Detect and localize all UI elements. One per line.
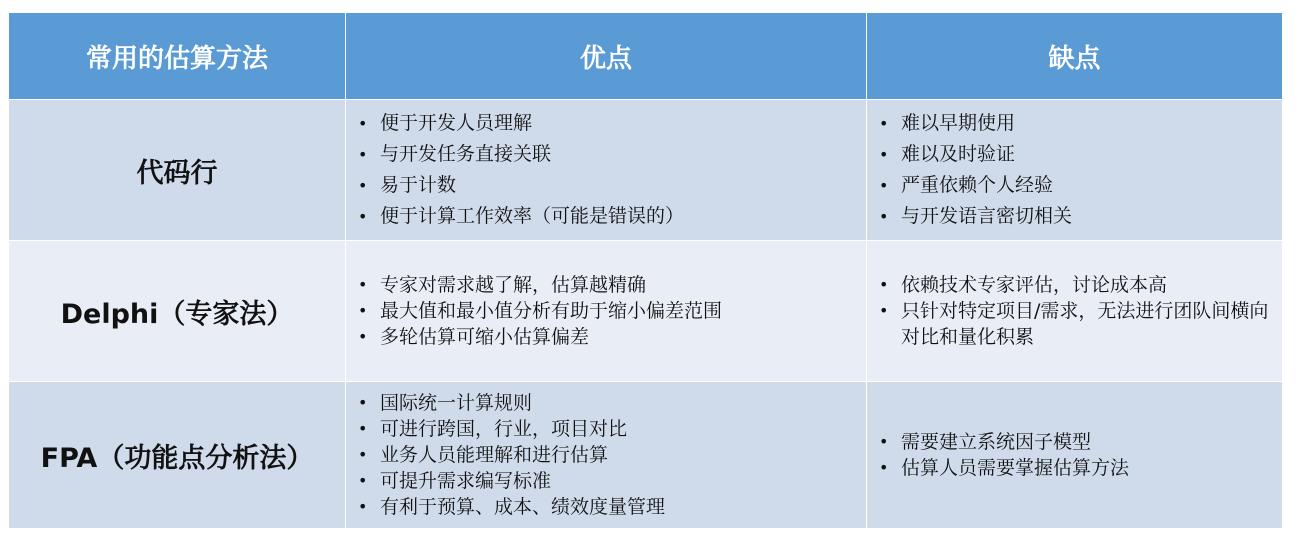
list-item: • 业务人员能理解和进行估算 (358, 442, 866, 468)
header-pros: 优点 (346, 13, 867, 100)
list-item: • 难以及时验证 (879, 139, 1282, 170)
cons-cell (867, 241, 1283, 382)
cons-cell (867, 382, 1283, 529)
cons-list (867, 108, 1282, 232)
list-item: • 易于计数 (358, 170, 866, 201)
list-item: • 便于计算工作效率（可能是错误的） (358, 201, 866, 232)
list-item: • 多轮估算可缩小估算偏差 (358, 324, 866, 350)
pros-cell (346, 100, 867, 241)
list-item: • 与开发任务直接关联 (358, 139, 866, 170)
header-row (9, 13, 1283, 100)
list-item: • 依赖技术专家评估，讨论成本高 (879, 272, 1282, 298)
list-item: • 国际统一计算规则 (358, 390, 866, 416)
list-item: • 与开发语言密切相关 (879, 201, 1282, 232)
list-item: • 可进行跨国，行业，项目对比 (358, 416, 866, 442)
method-cell: 代码行 (9, 100, 346, 241)
list-item: • 最大值和最小值分析有助于缩小偏差范围 (358, 298, 866, 324)
table-row-fpa (9, 382, 1283, 529)
header-cons: 缺点 (867, 13, 1283, 100)
list-item: • 只针对特定项目/需求，无法进行团队间横向对比和量化积累 (879, 298, 1282, 350)
table-row-loc (9, 100, 1283, 241)
cons-list (867, 429, 1282, 481)
pros-list (346, 272, 866, 350)
cons-list (867, 272, 1282, 350)
estimation-methods-table (8, 12, 1283, 529)
pros-cell (346, 382, 867, 529)
list-item: • 便于开发人员理解 (358, 108, 866, 139)
list-item: • 需要建立系统因子模型 (879, 429, 1282, 455)
method-cell: Delphi（专家法） (9, 241, 346, 382)
cons-cell (867, 100, 1283, 241)
pros-cell (346, 241, 867, 382)
list-item: • 严重依赖个人经验 (879, 170, 1282, 201)
pros-list (346, 390, 866, 520)
method-cell: FPA（功能点分析法） (9, 382, 346, 529)
table-row-delphi (9, 241, 1283, 382)
list-item: • 估算人员需要掌握估算方法 (879, 455, 1282, 481)
list-item: • 可提升需求编写标准 (358, 468, 866, 494)
pros-list (346, 108, 866, 232)
header-method: 常用的估算方法 (9, 13, 346, 100)
list-item: • 有利于预算、成本、绩效度量管理 (358, 494, 866, 520)
list-item: • 专家对需求越了解，估算越精确 (358, 272, 866, 298)
list-item: • 难以早期使用 (879, 108, 1282, 139)
